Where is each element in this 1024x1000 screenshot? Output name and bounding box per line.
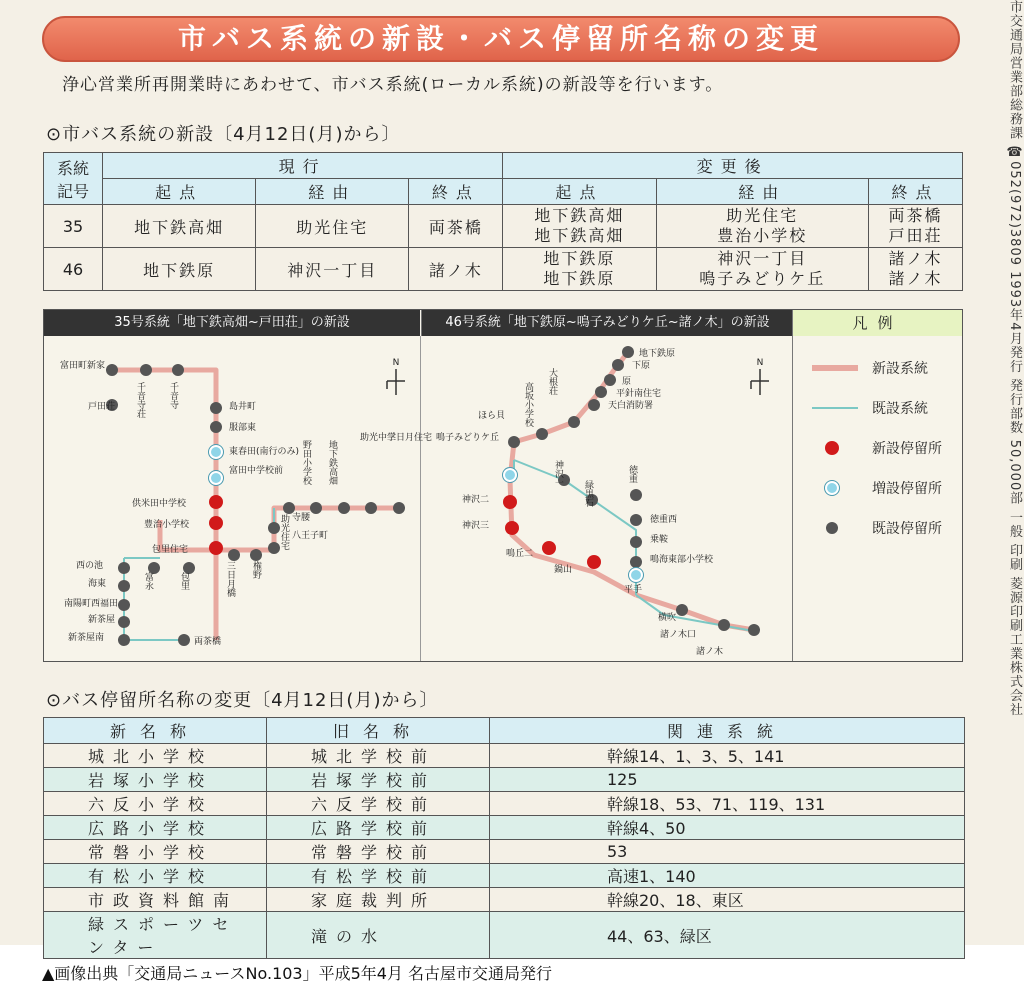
old-name-cell: 六反学校前 [267, 792, 490, 816]
current-header: 現行 [103, 153, 503, 179]
old-name-cell: 城北学校前 [267, 744, 490, 768]
sidebar-publication-info: 市交通局営業部総務課 ☎052(972)3809 1993年4月発行 発行部数 50,000部 一般 印刷 菱源印刷工業株式会社 [1007, 0, 1022, 717]
routes-cell: 幹線14、1、3、5、141 [490, 744, 965, 768]
map-stop-27 [250, 549, 262, 561]
legend-new-stop-swatch [825, 441, 839, 455]
map-stop-label: 供米田中学校 [132, 499, 187, 509]
map-stop-label: 鳴丘二 [506, 549, 534, 559]
map-stop-46-0 [622, 346, 634, 358]
map-stop-label: 南陽町西福田 [64, 599, 119, 609]
map-stop-label: 徳重西 [650, 515, 678, 525]
map-stop-label: 徳重 [627, 465, 637, 483]
new-end: 両茶橋 戸田荘 [869, 205, 963, 248]
map-stop-label: 西の池 [76, 561, 104, 571]
map-stop-46-5 [568, 416, 580, 428]
sub-header-via: 経由 [256, 179, 409, 205]
section-heading-stop-renames: ⊙バス停留所名称の変更〔4月12日(月)から〕 [46, 690, 439, 711]
table-row [44, 864, 965, 888]
route-map-canvas [44, 310, 962, 661]
sub-header-start: 起点 [103, 179, 256, 205]
current-via: 神沢一丁目 [256, 248, 409, 291]
stop-rename-table [43, 717, 965, 959]
map-stop-label: 野田小学校 [301, 440, 311, 485]
map-stop-46-15 [630, 536, 642, 548]
old-name-cell: 常磐学校前 [267, 840, 490, 864]
map-stop-label: 鳴子みどりケ丘 [436, 433, 500, 443]
map-stop-label: 両茶橋 [194, 637, 222, 647]
map-stop-46-22 [748, 624, 760, 636]
new-name-cell: 六反小学校 [44, 792, 267, 816]
route-35-new-line-north [112, 370, 216, 485]
map-stop-label: 千音寺荘 [135, 382, 145, 418]
map-stop-label: 東春田(南行のみ) [229, 447, 300, 457]
map-stop-label: 平針南住宅 [616, 389, 662, 399]
map-stop-46-20 [676, 604, 688, 616]
route-code: 35 [44, 205, 103, 248]
routes-cell: 幹線18、53、71、119、131 [490, 792, 965, 816]
map-stop-label: 富田中学校前 [229, 466, 284, 476]
col-old-name: 旧名称 [267, 718, 490, 744]
map-stop-label: 富田町新家 [60, 361, 106, 371]
map-stop-label: 高坂小学校 [523, 382, 533, 427]
legend-label: 増設停留所 [872, 481, 942, 497]
map-stop-46-10 [505, 521, 519, 535]
map-stop-label: N [756, 358, 764, 368]
table-row [44, 768, 965, 792]
map-stop-label: 天白消防署 [608, 401, 654, 411]
map-stop-20 [118, 599, 130, 611]
map-stop-17 [393, 502, 405, 514]
map-stop-46-13 [630, 489, 642, 501]
route-35-new-line [216, 508, 402, 640]
map-stop-4 [210, 402, 222, 414]
map-stop-46-4 [588, 399, 600, 411]
map-title-route-35: 35号系統「地下鉄高畑~戸田荘」の新設 [44, 310, 420, 336]
map-stop-label: 大根荘 [547, 368, 557, 395]
old-name-cell: 家庭裁判所 [267, 888, 490, 912]
map-stop-label: 豊治小学校 [144, 520, 190, 530]
map-stop-16 [365, 502, 377, 514]
new-routes-table [43, 152, 963, 291]
map-stop-46-2 [604, 374, 616, 386]
map-stop-label: N [392, 358, 400, 368]
route-code: 46 [44, 248, 103, 291]
routes-cell: 125 [490, 768, 965, 792]
map-stop-10 [209, 541, 223, 555]
col-routes: 関連系統 [490, 718, 965, 744]
route-46-new-line-south [636, 595, 754, 630]
map-stop-label: 海東 [88, 579, 107, 589]
routes-cell: 高速1、140 [490, 864, 965, 888]
routes-cell: 53 [490, 840, 965, 864]
map-stop-label: 新茶屋南 [68, 633, 105, 643]
new-name-cell: 広路小学校 [44, 816, 267, 840]
map-stop-label: 地下鉄原 [639, 349, 676, 359]
map-stop-label: 島井町 [229, 402, 257, 412]
map-stop-46-8 [504, 469, 516, 481]
legend-label: 既設停留所 [872, 521, 942, 537]
page-title-banner: 市バス系統の新設・バス停留所名称の変更 [42, 16, 960, 62]
map-stop-26 [228, 549, 240, 561]
route-maps-panel [43, 309, 963, 662]
map-stop-46-14 [630, 514, 642, 526]
current-via: 助光住宅 [256, 205, 409, 248]
legend-existing-stop-swatch [826, 522, 838, 534]
map-stop-label: 神沢三 [462, 521, 490, 531]
map-stop-label: ほら貝 [478, 411, 506, 421]
new-name-cell: 岩塚小学校 [44, 768, 267, 792]
intro-text: 浄心営業所再開業時にあわせて、市バス系統(ローカル系統)の新設等を行います。 [62, 75, 724, 95]
table-row [44, 205, 963, 248]
table-row [44, 248, 963, 291]
map-stop-46-7 [508, 436, 520, 448]
map-stop-label: 諸ノ木口 [660, 630, 697, 640]
map-stop-label: 三日月住宅 [387, 433, 433, 443]
old-name-cell: 有松学校前 [267, 864, 490, 888]
map-stop-5 [210, 421, 222, 433]
map-stop-label: 包里住宅 [152, 545, 189, 555]
sub-header-via: 経由 [656, 179, 869, 205]
map-stop-6 [210, 446, 222, 458]
map-stop-label: 権野 [251, 561, 261, 579]
map-stop-label: 八王子町 [292, 531, 329, 541]
table-row [44, 744, 965, 768]
new-name-cell: 緑スポーツセンター [44, 912, 267, 959]
map-stop-46-9 [503, 495, 517, 509]
map-stop-46-18 [587, 555, 601, 569]
current-end: 諸ノ木 [409, 248, 503, 291]
map-stop-46-6 [536, 428, 548, 440]
table-row [44, 912, 965, 959]
new-name-cell: 市政資料館南 [44, 888, 267, 912]
new-start: 地下鉄原 地下鉄原 [503, 248, 656, 291]
routes-cell: 44、63、緑区 [490, 912, 965, 959]
map-stop-8 [209, 495, 223, 509]
map-stop-label: 鍋山 [554, 565, 573, 575]
map-stop-3 [172, 364, 184, 376]
old-name-cell: 滝の水 [267, 912, 490, 959]
map-stop-23 [178, 634, 190, 646]
map-stop-label: 神沢一 [553, 460, 563, 487]
after-header: 変更後 [503, 153, 963, 179]
image-source-caption: ▲画像出典「交通局ニュースNo.103」平成5年4月 名古屋市交通局発行 [42, 964, 553, 983]
map-stop-label: 助光住宅 [279, 514, 289, 550]
map-stop-label: 服部東 [229, 423, 257, 433]
map-stop-label: 新茶屋 [88, 615, 116, 625]
col-new-name: 新名称 [44, 718, 267, 744]
map-stop-label: 神沢二 [462, 495, 490, 505]
map-stop-7 [210, 472, 222, 484]
map-stop-label: 原 [622, 377, 632, 387]
map-stop-label: 下原 [632, 361, 651, 371]
new-name-cell: 常磐小学校 [44, 840, 267, 864]
map-stop-label: 地下鉄高畑 [327, 440, 337, 485]
map-stop-9 [209, 516, 223, 530]
new-start: 地下鉄高畑 地下鉄高畑 [503, 205, 656, 248]
old-name-cell: 岩塚学校前 [267, 768, 490, 792]
legend-added-stop-swatch [826, 482, 838, 494]
old-name-cell: 広路学校前 [267, 816, 490, 840]
map-stop-label: 千音寺 [168, 382, 178, 409]
map-stop-label: 戸田荘 [88, 402, 116, 412]
map-stop-label: 富永 [143, 572, 153, 590]
map-stop-15 [338, 502, 350, 514]
current-end: 両茶橋 [409, 205, 503, 248]
map-stop-46-21 [718, 619, 730, 631]
new-name-cell: 城北小学校 [44, 744, 267, 768]
map-stop-18 [118, 562, 130, 574]
map-stop-label: 寺腰 [292, 513, 311, 523]
section-heading-new-routes: ⊙市バス系統の新設〔4月12日(月)から〕 [46, 124, 401, 145]
route-46-existing-line [514, 460, 636, 595]
new-via: 助光住宅 豊治小学校 [656, 205, 869, 248]
map-stop-19 [118, 580, 130, 592]
table-row [44, 816, 965, 840]
map-stop-label: 鳴海東部小学校 [650, 555, 714, 565]
sub-header-start: 起点 [503, 179, 656, 205]
map-stop-46-3 [595, 386, 607, 398]
table-row [44, 792, 965, 816]
map-stop-46-1 [612, 359, 624, 371]
map-stop-label: 包里 [179, 572, 189, 590]
table-row [44, 888, 965, 912]
new-via: 神沢一丁目 鳴子みどりケ丘 [656, 248, 869, 291]
new-end: 諸ノ木 諸ノ木 [869, 248, 963, 291]
map-stop-label: 助光中学 [360, 433, 397, 443]
sub-header-end: 終点 [869, 179, 963, 205]
route-code-header: 系統 記号 [44, 153, 103, 205]
map-stop-14 [310, 502, 322, 514]
table-row [44, 840, 965, 864]
map-stop-46-16 [630, 556, 642, 568]
routes-cell: 幹線20、18、東区 [490, 888, 965, 912]
map-stop-46-19 [630, 569, 642, 581]
map-stop-21 [118, 616, 130, 628]
current-start: 地下鉄高畑 [103, 205, 256, 248]
map-stop-46-17 [542, 541, 556, 555]
legend-label: 新設系統 [872, 361, 928, 377]
map-stop-2 [140, 364, 152, 376]
map-stop-label: 三日月橋 [225, 561, 235, 597]
legend-title: 凡例 [793, 310, 962, 336]
current-start: 地下鉄原 [103, 248, 256, 291]
map-title-route-46: 46号系統「地下鉄原~鳴子みどりケ丘~諸ノ木」の新設 [421, 310, 793, 336]
new-name-cell: 有松小学校 [44, 864, 267, 888]
legend-label: 新設停留所 [872, 441, 942, 457]
map-stop-0 [106, 364, 118, 376]
map-stop-label: 緑黒石 [583, 480, 593, 507]
legend-label: 既設系統 [872, 401, 928, 417]
sub-header-end: 終点 [409, 179, 503, 205]
map-stop-label: 諸ノ木 [696, 647, 724, 657]
map-stop-label: 乗鞍 [650, 535, 669, 545]
map-stop-22 [118, 634, 130, 646]
routes-cell: 幹線4、50 [490, 816, 965, 840]
map-stop-label: 平手 [624, 585, 643, 595]
map-stop-label: 横吹 [658, 613, 677, 623]
